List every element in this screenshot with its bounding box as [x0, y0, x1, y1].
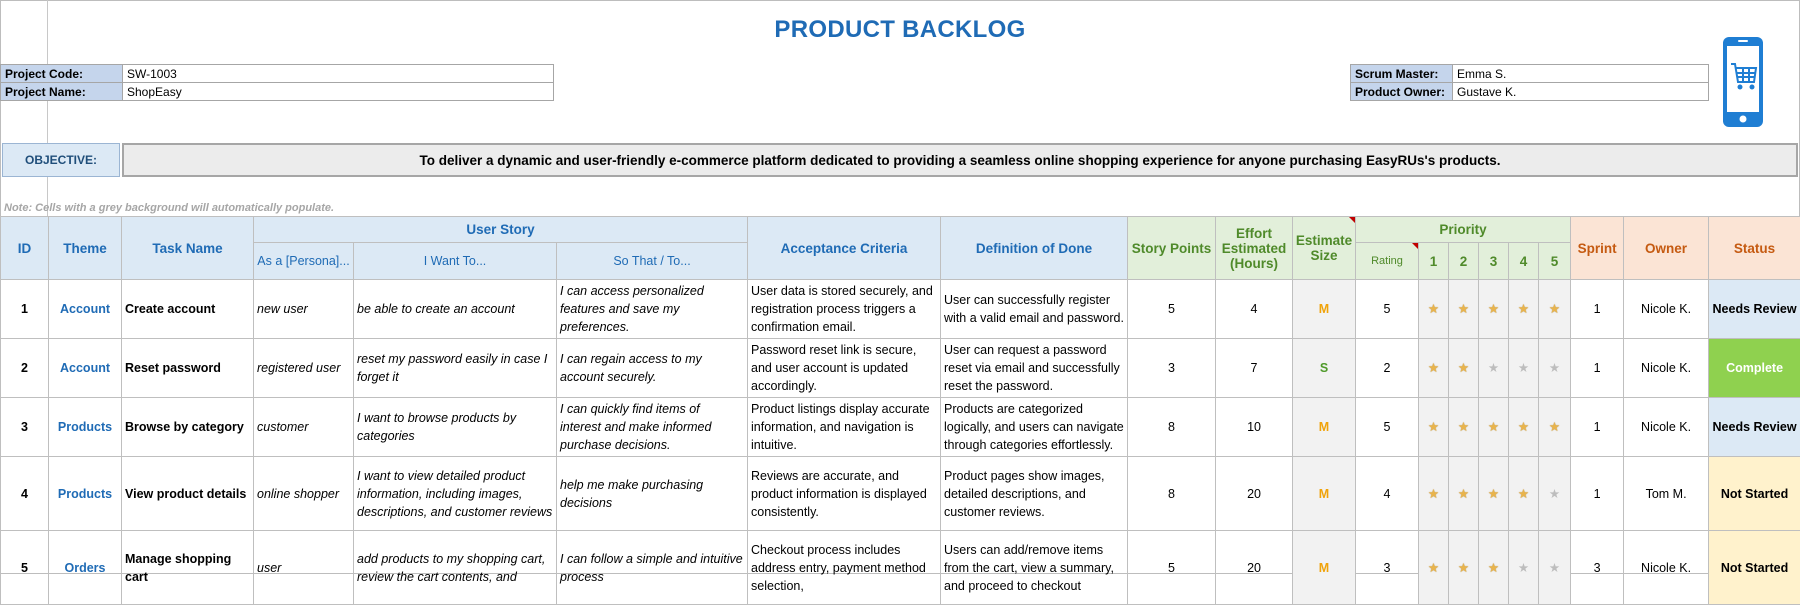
table-row[interactable]	[1, 398, 1800, 457]
cell-as-a[interactable]: customer	[254, 398, 354, 457]
autofill-note: Note: Cells with a grey background will automatically populate.	[4, 202, 334, 214]
table-row[interactable]	[1, 339, 1800, 398]
cell-as-a[interactable]: new user	[254, 280, 354, 339]
cell-i-want[interactable]: reset my password easily in case I forget it	[354, 339, 557, 398]
cell-acceptance[interactable]: Password reset link is secure, and user account is updated accordingly.	[748, 339, 941, 398]
cell-estimate-size: M	[1293, 531, 1356, 605]
cell-as-a[interactable]: user	[254, 531, 354, 605]
cell-task[interactable]: View product details	[122, 457, 254, 531]
col-header-acceptance[interactable]: Acceptance Criteria	[748, 217, 941, 280]
cell-estimate-size: M	[1293, 457, 1356, 531]
cell-rating[interactable]: 4	[1356, 457, 1419, 531]
col-header-user-story[interactable]: User Story	[254, 217, 748, 243]
cell-story-points[interactable]: 3	[1128, 339, 1216, 398]
cell-sprint[interactable]: 1	[1571, 280, 1624, 339]
cell-story-points[interactable]: 5	[1128, 280, 1216, 339]
cell-so-that[interactable]: I can regain access to my account securely.	[557, 339, 748, 398]
col-header-dod[interactable]: Definition of Done	[941, 217, 1128, 280]
cell-estimate-size: M	[1293, 398, 1356, 457]
cell-i-want[interactable]: add products to my shopping cart, review the cart contents, and	[354, 531, 557, 605]
col-header-estimate-size[interactable]: Estimate Size	[1293, 217, 1356, 280]
col-header-priority-3: 3	[1479, 243, 1509, 280]
cell-so-that[interactable]: I can follow a simple and intuitive process	[557, 531, 748, 605]
cell-owner[interactable]: Nicole K.	[1624, 280, 1709, 339]
cell-id[interactable]: 5	[1, 531, 49, 605]
cell-id[interactable]: 1	[1, 280, 49, 339]
cell-so-that[interactable]: I can quickly find items of interest and make informed purchase decisions.	[557, 398, 748, 457]
star-icon: ★	[1539, 531, 1571, 605]
cell-acceptance[interactable]: Product listings display accurate information, and navigation is intuitive.	[748, 398, 941, 457]
cell-i-want[interactable]: be able to create an account	[354, 280, 557, 339]
star-icon: ★	[1509, 398, 1539, 457]
star-icon: ★	[1449, 280, 1479, 339]
cell-theme[interactable]: Products	[49, 457, 122, 531]
star-icon: ★	[1449, 398, 1479, 457]
col-header-priority-4: 4	[1509, 243, 1539, 280]
product-owner-field[interactable]: Gustave K.	[1453, 83, 1709, 101]
table-row[interactable]	[1, 531, 1800, 605]
star-icon: ★	[1509, 339, 1539, 398]
team-info	[1350, 64, 1709, 101]
col-header-story-points[interactable]: Story Points	[1128, 217, 1216, 280]
cell-owner[interactable]: Nicole K.	[1624, 531, 1709, 605]
cell-sprint[interactable]: 3	[1571, 531, 1624, 605]
table-row[interactable]	[1, 280, 1800, 339]
cell-owner[interactable]: Tom M.	[1624, 457, 1709, 531]
star-icon: ★	[1419, 398, 1449, 457]
col-header-i-want[interactable]: I Want To...	[354, 243, 557, 280]
cell-task[interactable]: Reset password	[122, 339, 254, 398]
cell-i-want[interactable]: I want to view detailed product information, including images, descriptions, and customer reviews	[354, 457, 557, 531]
star-icon: ★	[1539, 398, 1571, 457]
cell-sprint[interactable]: 1	[1571, 398, 1624, 457]
cell-theme[interactable]: Orders	[49, 531, 122, 605]
col-header-owner[interactable]: Owner	[1624, 217, 1709, 280]
star-icon: ★	[1509, 280, 1539, 339]
col-header-status[interactable]: Status	[1709, 217, 1800, 280]
star-icon: ★	[1479, 280, 1509, 339]
cell-task[interactable]: Browse by category	[122, 398, 254, 457]
cell-effort[interactable]: 20	[1216, 457, 1293, 531]
cell-acceptance[interactable]: Reviews are accurate, and product information is displayed consistently.	[748, 457, 941, 531]
status-badge[interactable]: Complete	[1709, 339, 1800, 398]
cell-rating[interactable]: 2	[1356, 339, 1419, 398]
star-icon: ★	[1479, 457, 1509, 531]
project-code-field[interactable]: SW-1003	[123, 65, 554, 83]
col-header-priority-1: 1	[1419, 243, 1449, 280]
project-name-label: Project Name:	[1, 83, 123, 101]
star-icon: ★	[1449, 531, 1479, 605]
scrum-master-label: Scrum Master:	[1351, 65, 1453, 83]
status-badge[interactable]: Not Started	[1709, 457, 1800, 531]
star-icon: ★	[1419, 531, 1449, 605]
cell-as-a[interactable]: online shopper	[254, 457, 354, 531]
cell-rating[interactable]: 5	[1356, 398, 1419, 457]
mobile-cart-icon	[1722, 36, 1764, 128]
project-info	[0, 64, 554, 101]
cell-story-points[interactable]: 5	[1128, 531, 1216, 605]
cell-i-want[interactable]: I want to browse products by categories	[354, 398, 557, 457]
star-icon: ★	[1449, 339, 1479, 398]
cell-estimate-size: S	[1293, 339, 1356, 398]
project-name-field[interactable]: ShopEasy	[123, 83, 554, 101]
product-owner-label: Product Owner:	[1351, 83, 1453, 101]
cell-dod[interactable]: User can successfully register with a valid email and password.	[941, 280, 1128, 339]
backlog-table	[0, 216, 1800, 605]
star-icon: ★	[1479, 398, 1509, 457]
cell-estimate-size: M	[1293, 280, 1356, 339]
cell-so-that[interactable]: I can access personalized features and save my preferences.	[557, 280, 748, 339]
star-icon: ★	[1479, 531, 1509, 605]
cell-task[interactable]: Create account	[122, 280, 254, 339]
cell-theme[interactable]: Products	[49, 398, 122, 457]
cell-id[interactable]: 3	[1, 398, 49, 457]
scrum-master-field[interactable]: Emma S.	[1453, 65, 1709, 83]
star-icon: ★	[1449, 457, 1479, 531]
cell-effort[interactable]: 4	[1216, 280, 1293, 339]
col-header-theme[interactable]: Theme	[49, 217, 122, 280]
star-icon: ★	[1539, 457, 1571, 531]
objective-label: OBJECTIVE:	[2, 143, 120, 177]
cell-dod[interactable]: Users can add/remove items from the cart, view a summary, and proceed to checkout	[941, 531, 1128, 605]
objective-text[interactable]: To deliver a dynamic and user-friendly e-commerce platform dedicated to providing a seamless online shopping experience for anyone purchasing EasyRUs's products.	[122, 143, 1798, 177]
cell-story-points[interactable]: 8	[1128, 398, 1216, 457]
cell-acceptance[interactable]: User data is stored securely, and registration process triggers a confirmation email.	[748, 280, 941, 339]
col-header-rating[interactable]: Rating	[1356, 243, 1419, 280]
star-icon: ★	[1419, 457, 1449, 531]
col-header-priority[interactable]: Priority	[1356, 217, 1571, 243]
col-header-effort[interactable]: Effort Estimated (Hours)	[1216, 217, 1293, 280]
page-title: PRODUCT BACKLOG	[0, 16, 1800, 44]
cell-theme[interactable]: Account	[49, 280, 122, 339]
cell-rating[interactable]: 5	[1356, 280, 1419, 339]
cell-task[interactable]: Manage shopping cart	[122, 531, 254, 605]
col-header-task[interactable]: Task Name	[122, 217, 254, 280]
star-icon: ★	[1419, 280, 1449, 339]
cell-story-points[interactable]: 8	[1128, 457, 1216, 531]
star-icon: ★	[1419, 339, 1449, 398]
cell-dod[interactable]: User can request a password reset via email and successfully reset the password.	[941, 339, 1128, 398]
col-header-so-that[interactable]: So That / To...	[557, 243, 748, 280]
col-header-priority-5: 5	[1539, 243, 1571, 280]
cell-as-a[interactable]: registered user	[254, 339, 354, 398]
col-header-id[interactable]: ID	[1, 217, 49, 280]
cell-dod[interactable]: Products are categorized logically, and users can navigate through categories effortlessly.	[941, 398, 1128, 457]
status-badge[interactable]: Not Started	[1709, 531, 1800, 605]
col-header-sprint[interactable]: Sprint	[1571, 217, 1624, 280]
cell-theme[interactable]: Account	[49, 339, 122, 398]
star-icon: ★	[1509, 531, 1539, 605]
cell-acceptance[interactable]: Checkout process includes address entry, payment method selection,	[748, 531, 941, 605]
cell-id[interactable]: 2	[1, 339, 49, 398]
cell-sprint[interactable]: 1	[1571, 457, 1624, 531]
status-badge[interactable]: Needs Review	[1709, 280, 1800, 339]
cell-owner[interactable]: Nicole K.	[1624, 398, 1709, 457]
col-header-as-a[interactable]: As a [Persona]...	[254, 243, 354, 280]
cell-so-that[interactable]: help me make purchasing decisions	[557, 457, 748, 531]
cell-sprint[interactable]: 1	[1571, 339, 1624, 398]
project-code-label: Project Code:	[1, 65, 123, 83]
cell-id[interactable]: 4	[1, 457, 49, 531]
cell-effort[interactable]: 7	[1216, 339, 1293, 398]
star-icon: ★	[1479, 339, 1509, 398]
star-icon: ★	[1539, 280, 1571, 339]
table-row[interactable]	[1, 457, 1800, 531]
cell-owner[interactable]: Nicole K.	[1624, 339, 1709, 398]
cell-rating[interactable]: 3	[1356, 531, 1419, 605]
cell-effort[interactable]: 10	[1216, 398, 1293, 457]
cell-effort[interactable]: 20	[1216, 531, 1293, 605]
status-badge[interactable]: Needs Review	[1709, 398, 1800, 457]
star-icon: ★	[1509, 457, 1539, 531]
col-header-priority-2: 2	[1449, 243, 1479, 280]
cell-dod[interactable]: Product pages show images, detailed descriptions, and customer reviews.	[941, 457, 1128, 531]
star-icon: ★	[1539, 339, 1571, 398]
